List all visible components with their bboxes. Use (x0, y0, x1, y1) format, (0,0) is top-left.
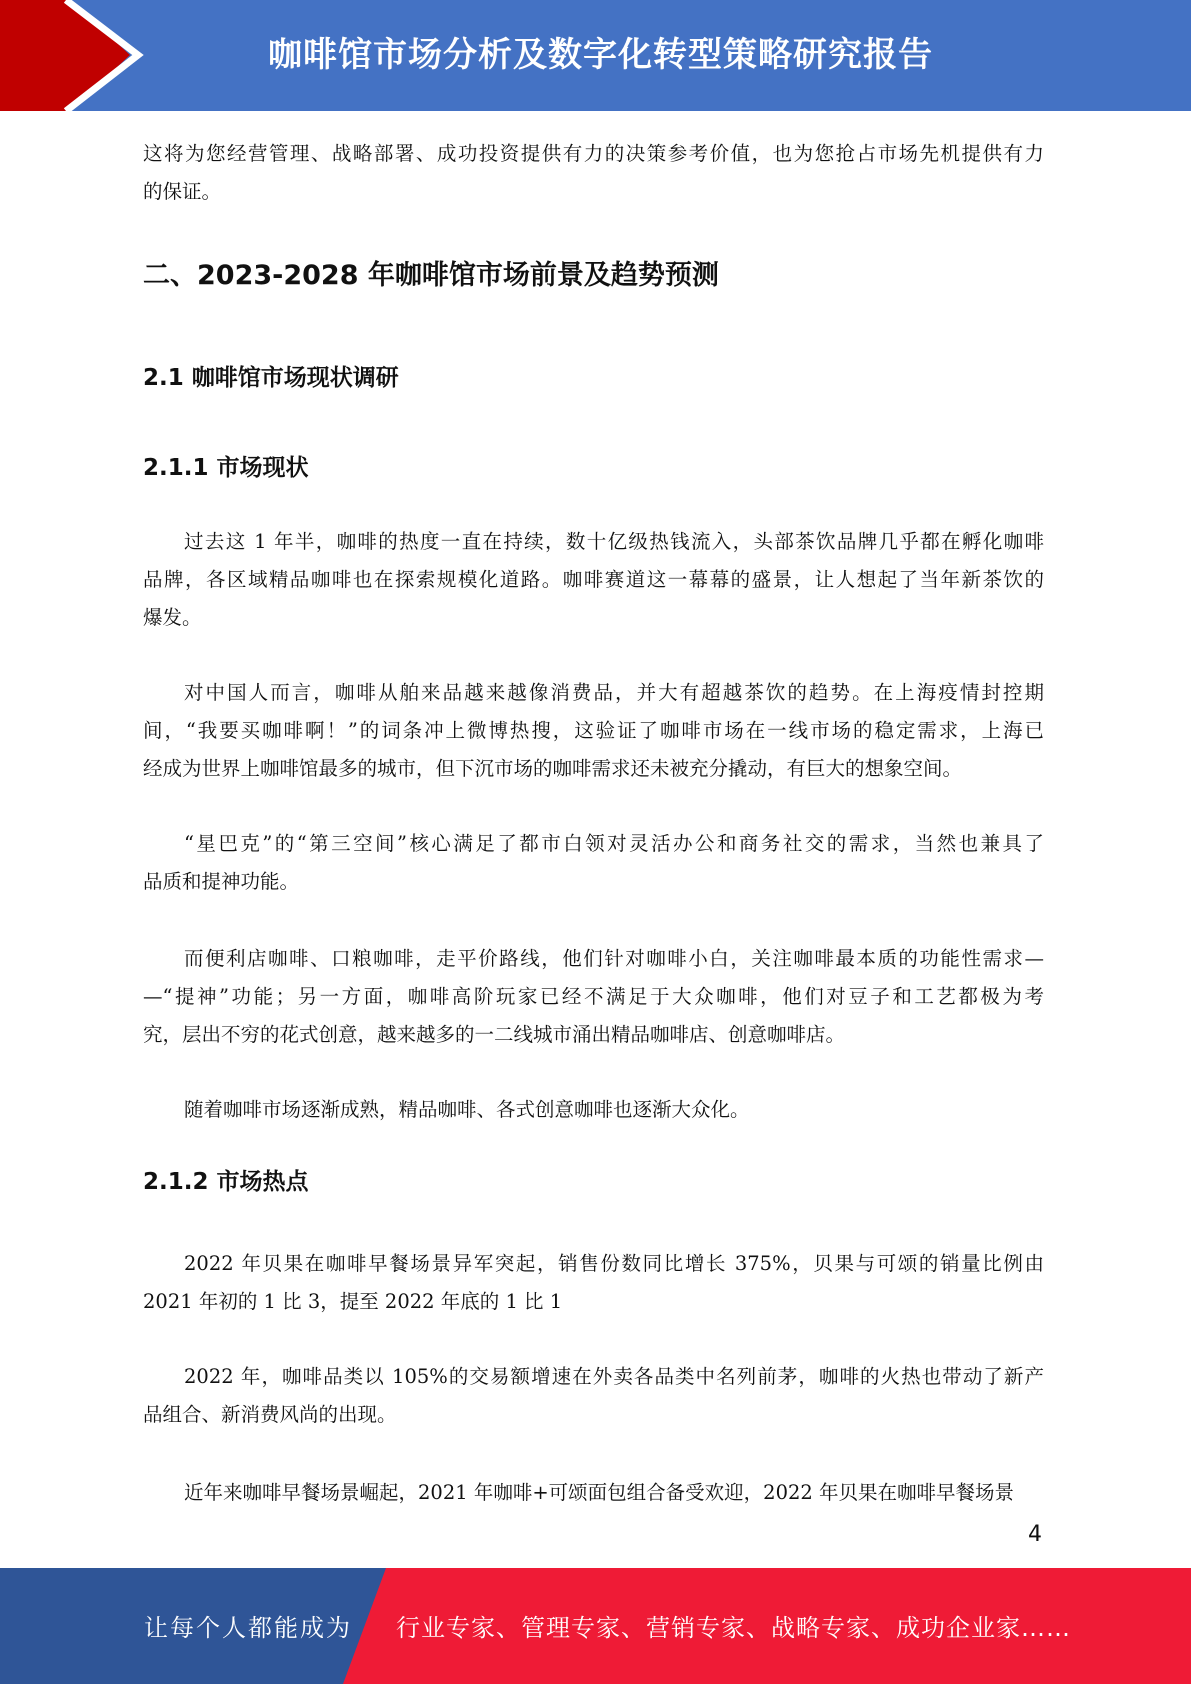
paragraph-line: 2022 年，咖啡品类以 105%的交易额增速在外卖各品类中名列前茅，咖啡的火热也带动了新产 (184, 1365, 1044, 1388)
subsubsection-heading: 2.1.1 市场现状 (143, 455, 309, 481)
paragraph-line: “星巴克”的“第三空间”核心满足了都市白领对灵活办公和商务社交的需求，当然也兼具了 (184, 832, 1044, 855)
paragraph-line: 随着咖啡市场逐渐成熟，精品咖啡、各式创意咖啡也逐渐大众化。 (184, 1098, 750, 1121)
paragraph (143, 1474, 1044, 1512)
paragraph-line: 品组合、新消费风尚的出现。 (143, 1403, 397, 1426)
paragraph (143, 523, 1044, 637)
paragraph (143, 135, 1044, 211)
footer-slogan-left: 让每个人都能成为 (144, 1614, 352, 1642)
paragraph-line: 的保证。 (143, 180, 222, 203)
section-heading: 二、2023-2028 年咖啡馆市场前景及趋势预测 (143, 260, 719, 291)
paragraph (143, 1358, 1044, 1434)
paragraph (143, 1091, 1044, 1129)
paragraph (143, 674, 1044, 788)
paragraph-line: 究，层出不穷的花式创意，越来越多的一二线城市涌出精品咖啡店、创意咖啡店。 (143, 1023, 846, 1046)
page-number: 4 (1028, 1522, 1042, 1547)
footer-slogan-right: 行业专家、管理专家、营销专家、战略专家、成功企业家…… (396, 1614, 1071, 1642)
paragraph (143, 1245, 1044, 1321)
paragraph-line: 2021 年初的 1 比 3，提至 2022 年底的 1 比 1 (143, 1290, 563, 1313)
paragraph (143, 940, 1044, 1054)
paragraph-line: 这将为您经营管理、战略部署、成功投资提供有力的决策参考价值，也为您抢占市场先机提供有力 (143, 142, 1044, 165)
subsection-heading: 2.1 咖啡馆市场现状调研 (143, 365, 399, 391)
page-header (0, 0, 1191, 111)
report-title: 咖啡馆市场分析及数字化转型策略研究报告 (268, 35, 933, 75)
paragraph-line: —“提神”功能；另一方面，咖啡高阶玩家已经不满足于大众咖啡，他们对豆子和工艺都极为考 (143, 985, 1044, 1008)
paragraph-line: 对中国人而言，咖啡从舶来品越来越像消费品，并大有超越茶饮的趋势。在上海疫情封控期 (184, 681, 1044, 704)
subsubsection-heading: 2.1.2 市场热点 (143, 1169, 309, 1195)
paragraph-line: 品牌，各区域精品咖啡也在探索规模化道路。咖啡赛道这一幕幕的盛景，让人想起了当年新茶饮的 (143, 568, 1044, 591)
paragraph-line: 过去这 1 年半，咖啡的热度一直在持续，数十亿级热钱流入，头部茶饮品牌几乎都在孵化咖啡 (184, 530, 1044, 553)
paragraph-line: 品质和提神功能。 (143, 870, 300, 893)
paragraph-line: 间，“我要买咖啡啊！”的词条冲上微博热搜，这验证了咖啡市场在一线市场的稳定需求，上海已 (143, 719, 1044, 742)
paragraph (143, 825, 1044, 901)
paragraph-line: 近年来咖啡早餐场景崛起，2021 年咖啡+可颂面包组合备受欢迎，2022 年贝果在咖啡早餐场景 (184, 1481, 1014, 1504)
paragraph-line: 爆发。 (143, 606, 202, 629)
paragraph-line: 经成为世界上咖啡馆最多的城市，但下沉市场的咖啡需求还未被充分撬动，有巨大的想象空间。 (143, 757, 963, 780)
paragraph-line: 2022 年贝果在咖啡早餐场景异军突起，销售份数同比增长 375%，贝果与可颂的销量比例由 (184, 1252, 1044, 1275)
paragraph-line: 而便利店咖啡、口粮咖啡，走平价路线，他们针对咖啡小白，关注咖啡最本质的功能性需求— (184, 947, 1044, 970)
page-footer (0, 1568, 1191, 1684)
